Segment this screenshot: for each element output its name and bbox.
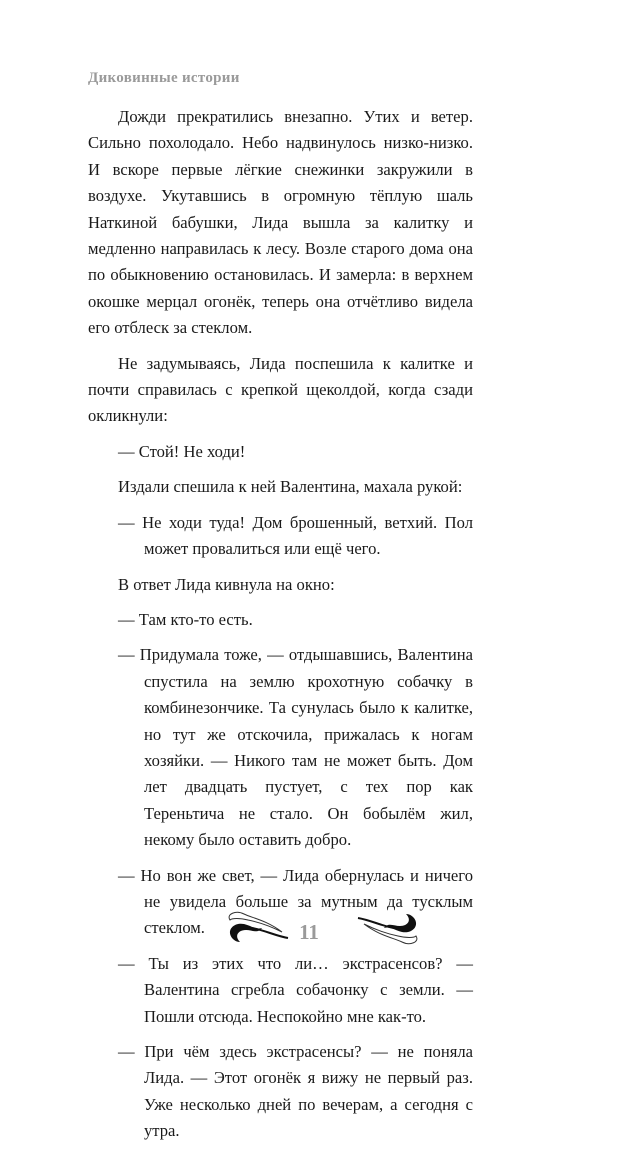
paragraph: Издали спешила к ней Валентина, махала рукой: [118,477,463,497]
dialogue-line: — Не ходи туда! Дом брошенный, ветхий. Пол может провалиться или ещё чего. [118,512,473,559]
running-head: Диковинные истории [88,70,240,86]
dialogue-line: — Ты из этих что ли… экстрасенсов? — Валентина сгребла собачонку с земли. — Пошли отсюда. Неспокойно мне как-то. [118,953,473,1026]
body-text [88,104,473,1154]
dialogue-line: — При чём здесь экстрасенсы? — не поняла Лида. — Этот огонёк я вижу не первый раз. Уже несколько дней по вечерам, а сегодня с утра. [118,1042,473,1141]
page-number: 11 [299,920,319,944]
dialogue-line: — Придумала тоже, — отдышавшись, Валентина спустила на землю крохотную собачку в комбинезончике. Та сунулась было к калитке, но тут же отскочила, прижалась к ногам хозяйки. — Никого там не может быть. Дом лет двадцать пустует, с тех пор как Тереньтича не стало. Он бобылём жил, некому было оставить добро. [118,645,473,850]
dialogue-line: — Стой! Не ходи! [118,441,246,461]
paragraph: В ответ Лида кивнула на окно: [118,574,335,594]
page-footer [0,908,618,948]
dialogue-line: — Там кто-то есть. [118,609,253,629]
dialogue-line: — Но вон же свет, — Лида обернулась и ничего не увидела больше за мутным да тусклым стеклом. [118,865,473,938]
right-ornament-icon [350,908,424,948]
paragraph: Дожди прекратились внезапно. Утих и ветер. Сильно похолодало. Небо надвинулось низко-низко. И вскоре первые лёгкие снежинки закружили в воздухе. Укутавшись в огромную тёплую шаль Наткиной бабушки, Лида вышла за калитку и медленно направилась к лесу. Возле старого дома она по обыкновению остановилась. И замерла: в верхнем окошке мерцал огонёк, теперь она отчётливо видела его отблеск за стеклом. [88,107,473,338]
paragraph: Не задумываясь, Лида поспешила к калитке и почти справилась с крепкой щеколдой, когда сзади окликнули: [88,353,473,426]
